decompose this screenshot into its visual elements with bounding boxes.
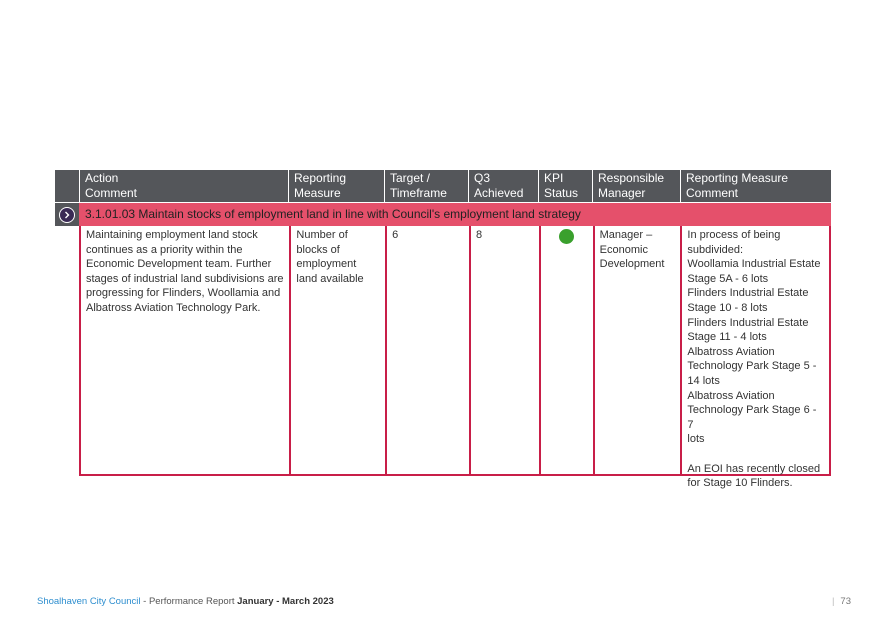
header-responsible-manager: Responsible Manager (592, 170, 680, 202)
header-spacer (55, 170, 79, 202)
strategy-icon-cell[interactable] (55, 203, 79, 226)
action-comment-cell: Maintaining employment land stock continues as a priority within the Economic Development team. Further stages of industrial land subdivisions are progressing for Flinders, Woollamia and Albatross Aviation Technology Park. (86, 229, 284, 314)
footer-label: - Performance Report (140, 596, 238, 607)
footer-period: January - March 2023 (237, 596, 334, 607)
table-header-row (55, 170, 831, 202)
header-target-timeframe: Target / Timeframe (384, 170, 468, 202)
page-number (832, 596, 851, 607)
header-reporting-measure: Reporting Measure (288, 170, 384, 202)
footer-org: Shoalhaven City Council (37, 596, 141, 607)
page-number-value: 73 (840, 596, 851, 607)
page-footer (37, 596, 334, 607)
chevron-right-icon (63, 211, 71, 219)
responsible-manager-cell: Manager – Economic Development (593, 226, 681, 474)
strategy-title: 3.1.01.03 Maintain stocks of employment land in line with Council's employment land strategy (79, 203, 831, 226)
header-measure-comment: Reporting Measure Comment (680, 170, 831, 202)
table-row (79, 226, 831, 490)
header-q3-achieved: Q3 Achieved (468, 170, 538, 202)
target-cell: 6 (385, 226, 469, 474)
reporting-measure-cell: Number of blocks of employment land available (289, 226, 385, 474)
achieved-cell: 8 (469, 226, 539, 474)
performance-table (55, 170, 831, 490)
kpi-status-cell (539, 226, 593, 474)
kpi-status-indicator (559, 229, 574, 244)
strategy-row (55, 203, 831, 226)
header-action-comment: Action Comment (79, 170, 288, 202)
header-kpi-status: KPI Status (538, 170, 592, 202)
paragraph-gap (687, 447, 824, 462)
page-separator: | (831, 596, 835, 607)
measure-comment-cell: In process of being subdivided: Woollamia Industrial Estate Stage 5A - 6 lots Flinders Industrial Estate Stage 10 - 8 lots Flinders Industrial Estate Stage 11 - 4 lots Albatross Aviation Technology Park Stage 5 - 14 lots Albatross Aviation Technology Park Stage 6 - 7 lots An EOI has recently closed for Stage 10 Flinders. (680, 226, 829, 474)
chevron-right-circle-icon[interactable] (59, 207, 75, 223)
